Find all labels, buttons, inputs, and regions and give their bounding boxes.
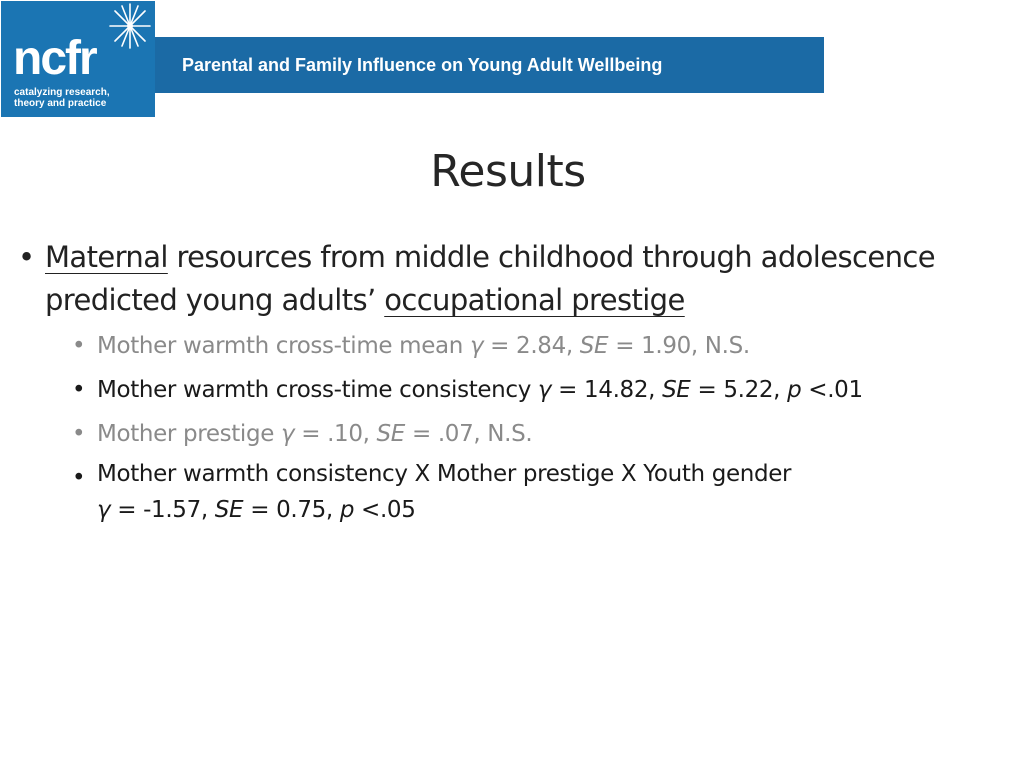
sub-bullet-interaction (16, 456, 1016, 528)
se-value: = 1.90, N.S. (608, 333, 750, 359)
gamma-value: = 2.84, (483, 333, 580, 359)
sub-bullet-label: Mother prestige (97, 421, 281, 447)
main-bullet-text: resources from middle childhood through adolescence predicted young adults’ (45, 240, 935, 317)
bullet-glyph: • (72, 377, 86, 403)
occupational-prestige-word: occupational prestige (384, 283, 685, 317)
se-value: = 0.75, (243, 497, 340, 523)
gamma-symbol: γ (280, 421, 295, 447)
bullet-glyph: • (72, 465, 86, 491)
sub-bullet-warmth-consistency (16, 368, 1016, 412)
starburst-icon (105, 1, 155, 51)
logo-wordmark: ncfr (13, 32, 96, 85)
interaction-stats (97, 492, 1016, 528)
sub-bullet-warmth-mean (16, 324, 1016, 368)
header-bar (155, 37, 824, 93)
se-value: = 5.22, (690, 377, 788, 403)
main-bullet (16, 236, 1016, 322)
p-value: <.05 (354, 497, 416, 523)
se-symbol: SE (376, 421, 405, 447)
sub-bullet-mother-prestige (16, 412, 1016, 456)
bullet-glyph: • (72, 333, 86, 359)
header-title: Parental and Family Influence on Young Adult Wellbeing (182, 55, 663, 75)
gamma-symbol: γ (97, 497, 111, 523)
sub-bullet-label: Mother warmth cross-time mean (97, 333, 470, 359)
se-symbol: SE (662, 377, 691, 403)
p-value: <.01 (801, 377, 863, 403)
logo-tagline: catalyzing research, theory and practice (14, 87, 110, 109)
sub-bullet-label: Mother warmth cross-time consistency (97, 377, 538, 403)
gamma-value: = -1.57, (110, 497, 215, 523)
se-symbol: SE (214, 497, 244, 523)
p-symbol: p (787, 377, 802, 403)
gamma-symbol: γ (469, 333, 484, 359)
maternal-word: Maternal (45, 240, 168, 274)
p-symbol: p (339, 497, 355, 523)
bullet-glyph: • (72, 421, 86, 447)
slide-content (16, 236, 1016, 528)
se-value: = .07, N.S. (404, 421, 533, 447)
se-symbol: SE (579, 333, 609, 359)
gamma-symbol: γ (537, 377, 552, 403)
sub-bullet-list (16, 324, 1016, 528)
bullet-glyph: • (18, 240, 35, 274)
gamma-value: = 14.82, (551, 377, 663, 403)
sub-bullet-label: Mother warmth consistency X Mother prestige X Youth gender (97, 461, 792, 487)
slide-title: Results (430, 146, 586, 197)
gamma-value: = .10, (294, 421, 377, 447)
ncfr-logo (1, 1, 155, 117)
